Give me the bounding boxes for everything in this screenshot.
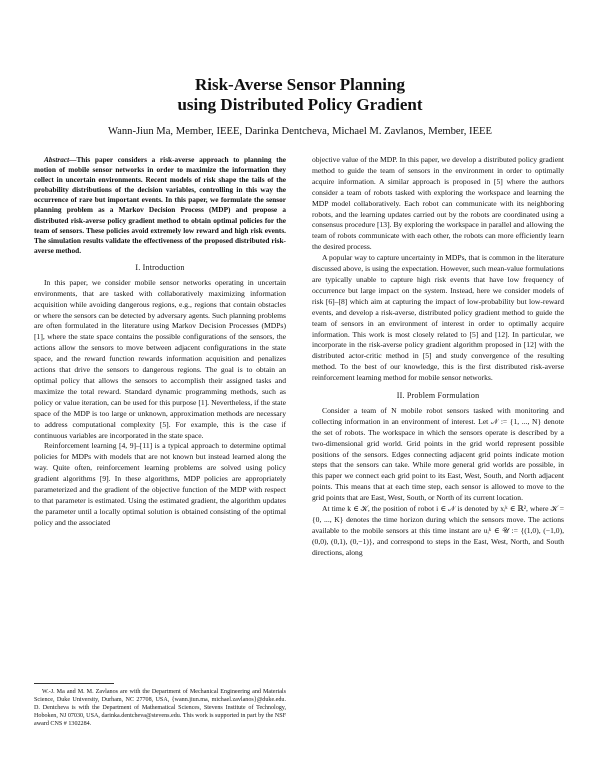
title-line-2: using Distributed Policy Gradient [177, 95, 423, 114]
authors: Wann-Jiun Ma, Member, IEEE, Darinka Dentcheva, Michael M. Zavlanos, Member, IEEE [108, 126, 492, 137]
title-line-1: Risk-Averse Sensor Planning [194, 75, 405, 94]
abstract-text: —This paper considers a risk-averse approach to planning the motion of mobile sensor networks in order to maximize the information they collect in uncertain environments. Recent models of risk shape the tails of the probability distributions of the decision variables, controlling in this way the occurrence of rare but important events. In this paper, we formulate the sensor planning problem as a Markov Decision Process (MDP) and propose a distributed risk-averse policy gradient method to obtain optimal policies for the team of sensors. These policies avoid extremely low reward and high risk events. The simulation results validate the effectiveness of the proposed distributed risk-averse method. [34, 155, 286, 255]
footnote-rule [34, 683, 114, 684]
right-column [312, 155, 564, 559]
section-heading-introduction: I. Introduction [135, 262, 185, 272]
abstract [34, 155, 286, 256]
footnote [34, 688, 286, 728]
section-heading-problem-formulation: II. Problem Formulation [396, 391, 480, 401]
left-column [34, 155, 286, 529]
paragraph: At time k ∈ 𝒦, the position of robot i ∈ 𝒩 is denoted by xᵢᵏ ∈ ℝ², where 𝒦 = {0, ..., K} denotes the time horizon during which the sensors move. The actions available to the mobile sensors at this time instant are uᵢᵏ ∈ 𝒰 := {(1,0), (−1,0), (0,0), (0,1), (0,−1)}, and correspond to steps in the East, West, North, and South directions, along [312, 504, 564, 557]
paragraph: objective value of the MDP. In this paper, we develop a distributed policy gradient method to guide the team of sensors in the environment in order to optimally acquire information. A similar approach is proposed in [5] where the authors consider a team of robots tasked with exploring the workspace and learning the MDP model collaboratively. Each robot can communicate with its neighboring robots, and the learning updates carried out by the robots are coordinated using a consensus procedure [13]. By exploring the workspace in parallel and allowing the team of robots communicate with each other, the robots can more efficiently learn the desired process. [312, 155, 564, 252]
paragraph: Reinforcement learning [4, 9]–[11] is a typical approach to determine optimal policies for MDPs with models that are not known but instead learned along the way. Quite often, reinforcement learning problems are solved using policy gradient algorithms [9]. In these algorithms, MDP policies are appropriately parameterized and the gradient of the objective function of the MDP with respect to that parameter is estimated. Using the estimated gradient, the algorithm updates the parameter until a locally optimal solution is obtained consisting of the optimal policy and the associated [34, 441, 286, 527]
abstract-label: Abstract [44, 155, 70, 164]
paragraph: A popular way to capture uncertainty in MDPs, that is common in the literature discussed above, is using the expectation. However, such mean-value formulations are typically unable to capture high risk events that have low frequency of occurrence but large impact on the system. Instead, here we consider models of risk [6]–[8] which aim at capturing the impact of low-probability but low-reward events, and develop a risk-averse, distributed policy gradient method to guide the team of sensors in an environment of interest in order to optimally acquire information. This work is most closely related to [5] and [12]. In particular, we incorporate in the risk-averse policy gradient algorithm proposed in [12] with the distributed actor-critic method in [5] and study convergence of the resulting method. To the best of our knowledge, this is the first distributed risk-averse reinforcement learning method for mobile sensor networks. [312, 253, 564, 383]
paragraph: In this paper, we consider mobile sensor networks operating in uncertain environments, that are tasked with collaboratively maximizing information acquisition while avoiding dangerous regions, e.g., regions that contain obstacles or where the sensors can be detected by adversary agents. Such planning problems are often formulated in the literature using Markov Decision Processes (MDPs) [1], where the state space contains the possible configurations of the sensors, the actions allow the sensors to move between adjacent configurations in the state space, and the reward function rewards information acquisition and penalizes actions that drive the sensors to dangerous regions. The goal is to obtain an optimal policy that allows the sensors to accomplish their assigned tasks and maximize the total reward. Standard dynamic programming methods, such as policy or value iteration, can be used for this purpose [1]. Nevertheless, if the state space of the MDP is too large or unknown, approximation methods are necessary to address computational complexity [5]. For example, this is the case if continuous variables are incorporated in the state space. [34, 277, 286, 440]
footnote-text: W.-J. Ma and M. M. Zavlanos are with the Department of Mechanical Engineering and Materials Science, Duke University, Durham, NC 27708, USA, {wann.jiun.ma, michael.zavlanos}@duke.edu. D. Dentcheva is with the Department of Mathematical Sciences, Stevens Institute of Technology, Hoboken, NJ 07030, USA, darinka.dentcheva@stevens.edu. This work is supported in part by the NSF award CNS # 1302284. [34, 689, 286, 728]
paragraph: Consider a team of N mobile robot sensors tasked with monitoring and collecting information in an environment of interest. Let 𝒩 := {1, ..., N} denote the set of robots. The workspace in which the sensors operate is described by a two-dimensional grid world. Grid points in the grid world represent possible positions of the sensors. Edges connecting adjacent grid points indicate motion steps that the sensors can take. While more general grid worlds are possible, in this paper we connect each grid point to its East, West, South, and North adjacent points. This means that at each time step, each sensor is allowed to move to the grid points that are East, West, South, or North of its current location. [312, 405, 564, 503]
paper-title [0, 75, 600, 115]
